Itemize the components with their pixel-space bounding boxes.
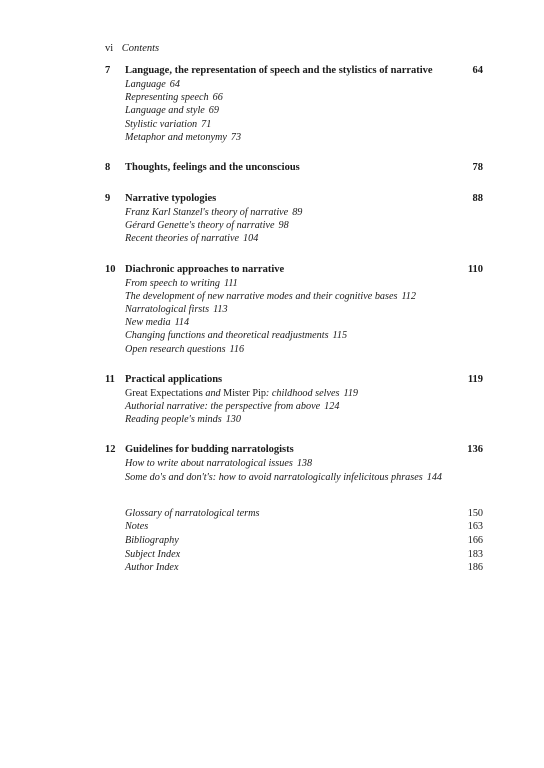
section-entry (125, 232, 483, 245)
section-title: How to write about narratological issues (125, 458, 293, 470)
section-title: The development of new narrative modes and their cognitive bases (125, 290, 398, 302)
backmatter-page: 163 (467, 521, 483, 533)
section-title: From speech to writing (125, 277, 220, 289)
section-page: 112 (401, 290, 416, 302)
section-page: 98 (278, 220, 289, 232)
running-head (105, 43, 159, 54)
chapter-page: 78 (472, 162, 483, 174)
backmatter-entry-subject-index (125, 548, 483, 562)
section-title: New media (125, 317, 171, 329)
backmatter-page: 183 (467, 548, 483, 560)
page-folio: vi (105, 43, 114, 54)
backmatter-entry-bibliography (125, 534, 483, 548)
section-page: 113 (213, 304, 228, 316)
section-entry (125, 219, 483, 232)
section-page: 130 (225, 414, 241, 426)
backmatter-title: Glossary of narratological terms (125, 507, 260, 519)
chapter-number: 11 (105, 373, 115, 385)
section-list (105, 457, 483, 483)
chapter-9 (105, 192, 483, 246)
chapter-heading (105, 161, 483, 175)
section-page: 71 (201, 118, 212, 130)
section-list (105, 277, 483, 356)
chapter-page: 119 (467, 373, 483, 385)
section-title: Language and style (125, 105, 205, 117)
section-title: Stylistic variation (125, 118, 198, 130)
chapter-title: Diachronic approaches to narrative (125, 263, 285, 275)
section-entry (125, 104, 483, 117)
section-title: Franz Karl Stanzel's theory of narrative (125, 207, 289, 219)
backmatter-entry-glossary (125, 507, 483, 521)
backmatter-page: 150 (467, 507, 483, 519)
chapter-title: Narrative typologies (125, 193, 217, 205)
section-title: Gérard Genette's theory of narrative (125, 220, 275, 232)
title-remainder: : childhood selves (265, 387, 340, 399)
chapter-12 (105, 443, 483, 483)
chapter-heading (105, 263, 483, 277)
backmatter-list (105, 501, 483, 575)
chapter-heading (105, 443, 483, 457)
backmatter-title: Subject Index (125, 548, 181, 560)
section-page: 144 (426, 471, 442, 483)
section-entry (125, 343, 483, 356)
chapter-title: Guidelines for budding narratologists (125, 444, 294, 456)
section-entry (125, 329, 483, 342)
section-page: 111 (223, 277, 238, 289)
section-page: 66 (212, 92, 223, 104)
section-title (125, 388, 339, 399)
section-page: 116 (229, 343, 245, 355)
section-page: 69 (208, 105, 219, 117)
section-page: 64 (169, 79, 180, 90)
section-page: 138 (296, 458, 313, 470)
section-page: 115 (332, 330, 348, 342)
book-title-mister-pip: Mister Pip (223, 387, 266, 399)
chapter-7 (105, 64, 483, 144)
chapter-8 (105, 161, 483, 175)
chapter-number: 9 (105, 193, 111, 205)
section-title: Representing speech (125, 92, 209, 104)
backmatter-page: 186 (467, 562, 483, 574)
section-page: 104 (243, 233, 259, 245)
section-page: 89 (292, 207, 303, 219)
section-entry (125, 277, 483, 290)
chapter-title: Language, the representation of speech and the stylistics of narrative (125, 65, 433, 76)
chapter-page: 64 (472, 65, 483, 76)
section-title: Narratological firsts (125, 304, 210, 316)
section-entry (125, 413, 483, 426)
section-page: 119 (343, 387, 359, 399)
backmatter-title: Author Index (125, 562, 179, 574)
book-title-great-expectations: Great Expectations (125, 387, 203, 399)
section-entry (125, 118, 483, 131)
chapter-title: Practical applications (125, 373, 223, 385)
title-connector: and (202, 387, 224, 399)
chapter-title: Thoughts, feelings and the unconscious (125, 162, 300, 174)
section-title: Changing functions and theoretical readjustments (125, 330, 329, 342)
chapter-number: 10 (105, 263, 116, 275)
section-title: Open research questions (125, 343, 226, 355)
section-title: Language (125, 79, 166, 90)
section-entry (125, 91, 483, 104)
section-entry (125, 457, 483, 470)
section-list (105, 206, 483, 246)
section-title: Some do's and don't's: how to avoid narratologically infelicitous phrases (125, 471, 423, 483)
section-page: 73 (230, 131, 242, 143)
section-page: 124 (324, 401, 340, 413)
chapter-11 (105, 373, 483, 427)
running-head-title: Contents (121, 43, 160, 54)
backmatter-entry-author-index (125, 561, 483, 575)
section-list (105, 387, 483, 427)
backmatter-title: Bibliography (125, 535, 179, 547)
backmatter-title: Notes (125, 521, 149, 533)
chapter-10 (105, 263, 483, 356)
section-title: Reading people's minds (125, 414, 222, 426)
section-list (105, 78, 483, 144)
section-title: Metaphor and metonymy (125, 131, 227, 143)
section-entry (125, 303, 483, 316)
section-entry (125, 206, 483, 219)
chapter-page: 88 (472, 193, 483, 205)
section-title: Authorial narrative: the perspective from above (125, 401, 321, 413)
chapter-page: 136 (467, 444, 483, 456)
section-entry (125, 290, 483, 303)
section-page: 114 (174, 317, 190, 329)
chapter-number: 12 (105, 444, 116, 456)
section-entry (125, 316, 483, 329)
chapter-number: 8 (105, 162, 111, 174)
chapter-number: 7 (105, 65, 111, 76)
chapter-heading (105, 64, 483, 78)
section-entry (125, 78, 483, 91)
section-entry (125, 387, 483, 400)
backmatter-entry-notes (125, 520, 483, 534)
section-entry (125, 471, 483, 484)
chapter-heading (105, 192, 483, 206)
table-of-contents (105, 64, 483, 575)
section-entry (125, 400, 483, 413)
chapter-page: 110 (467, 263, 483, 275)
chapter-heading (105, 373, 483, 387)
section-title: Recent theories of narrative (125, 233, 240, 245)
section-entry (125, 131, 483, 144)
backmatter-page: 166 (467, 535, 483, 547)
